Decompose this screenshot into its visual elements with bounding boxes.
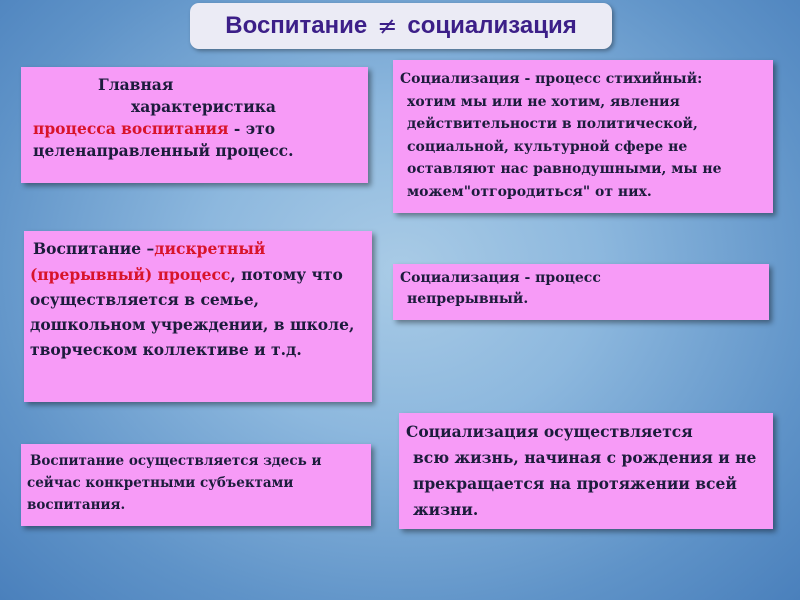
box4-first: Социализация - процесс — [400, 270, 601, 286]
box3-highlight: дискретный (прерывный) процесс — [30, 239, 266, 284]
socialization-continuous-box — [393, 264, 769, 320]
box3-start: Воспитание – — [33, 239, 155, 258]
box6-rest: всю жизнь, начиная с рождения и не прекращается на протяжении всей жизни. — [413, 448, 757, 519]
upbringing-here-and-now-box — [21, 444, 371, 526]
slide-title — [190, 3, 612, 49]
box1-line2: характеристика — [131, 97, 276, 116]
upbringing-discrete-box — [24, 231, 372, 402]
title-left: Воспитание — [225, 12, 368, 39]
box1-highlight: процесса воспитания — [33, 119, 229, 138]
box1-first-line — [33, 74, 360, 96]
box3-rest: , потому что осуществляется в семье, дошкольном учреждении, в школе, творческом коллективе и т.д. — [30, 265, 355, 359]
socialization-spontaneous-box — [393, 60, 773, 213]
title-right: социализация — [407, 12, 577, 39]
socialization-lifelong-box — [399, 413, 773, 529]
upbringing-characteristic-box — [21, 67, 368, 183]
box1-line1: Главная — [98, 75, 174, 94]
box6-first: Социализация осуществляется — [406, 422, 693, 441]
not-equal-sign: ≠ — [377, 12, 398, 40]
box1-rest: - это целенаправленный процесс. — [33, 119, 294, 160]
box2-rest: хотим мы или не хотим, явления действительности в политической, социальной, культурной сфере не оставляют нас равнодушными, мы не можем"отгородиться" от них. — [407, 93, 722, 200]
box2-first: Социализация - процесс стихийный: — [400, 71, 703, 87]
box5-text: Воспитание осуществляется здесь и сейчас конкретными субъектами воспитания. — [27, 453, 322, 513]
box4-rest: непрерывный. — [407, 291, 529, 307]
